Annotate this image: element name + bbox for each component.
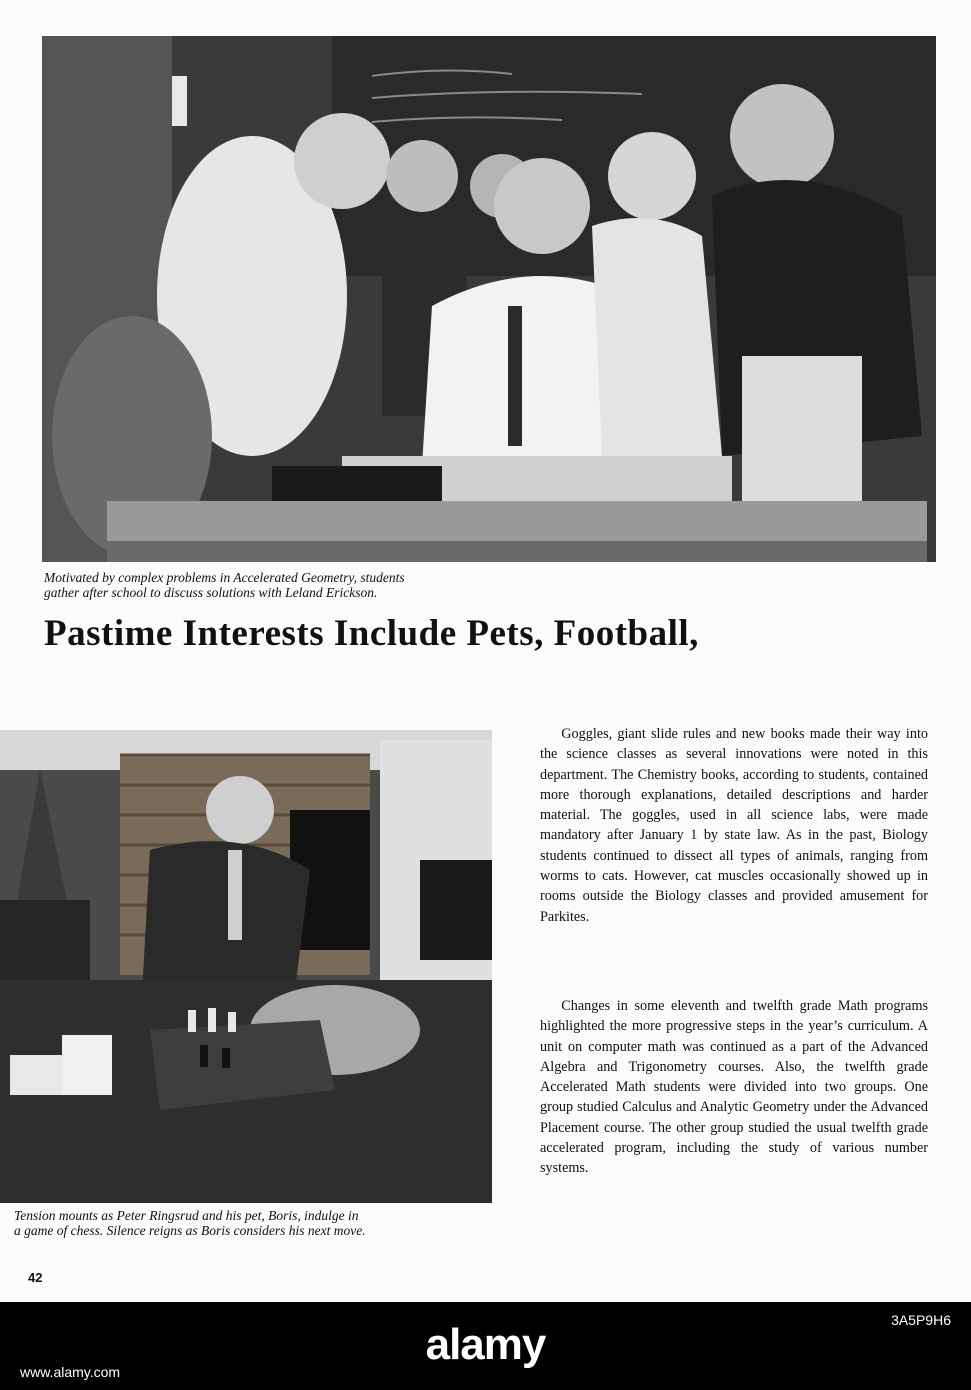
body-text: Changes in some eleventh and twelfth grade Math programs highlighted the more progressive steps in the year’s curriculum. A unit on computer math was continued as a part of the Advanced Algebra and Trigonometry courses. Also, the twelfth grade Accelerated Math students were divided into two groups. One group studied Calculus and Analytic Geometry under the Advanced Placement course. The other group studied the usual twelfth grade accelerated program, including the study of various number systems. [540, 998, 928, 1177]
caption-line: a game of chess. Silence reigns as Boris considers his next move. [14, 1223, 366, 1238]
body-text: Goggles, giant slide rules and new books made their way into the science classes as several innovations were noted in this department. The Chemistry books, according to students, contained more thorough explanations, detailed descriptions and harder material. The goggles, used in all science labs, were made mandatory after January 1 by state law. As in the past, Biology students continued to dissect all types of animals, ranging from worms to cats. However, cat muscles occasionally showed up in rooms outside the Biology classes and provided amusement for Parkites. [540, 726, 928, 925]
brand-logo: alamy [425, 1320, 546, 1369]
image-id: 3A5P9H6 [891, 1312, 951, 1328]
chess-photo-caption [14, 1208, 504, 1238]
classroom-photo [42, 36, 936, 562]
body-paragraph-science [540, 724, 928, 927]
classroom-photo-caption [44, 570, 514, 600]
caption-line: Motivated by complex problems in Accelerated Geometry, students [44, 570, 405, 585]
chess-photo-illustration [0, 730, 492, 1203]
classroom-photo-illustration [42, 36, 936, 562]
caption-line: gather after school to discuss solutions with Leland Erickson. [44, 585, 378, 600]
caption-line: Tension mounts as Peter Ringsrud and his pet, Boris, indulge in [14, 1208, 359, 1223]
watermark-footer [0, 1302, 971, 1390]
brand-url: www.alamy.com [20, 1364, 121, 1380]
page-number: 42 [28, 1270, 43, 1285]
body-paragraph-math [540, 996, 928, 1179]
chess-photo [0, 730, 492, 1203]
page-headline: Pastime Interests Include Pets, Football, [44, 613, 699, 654]
